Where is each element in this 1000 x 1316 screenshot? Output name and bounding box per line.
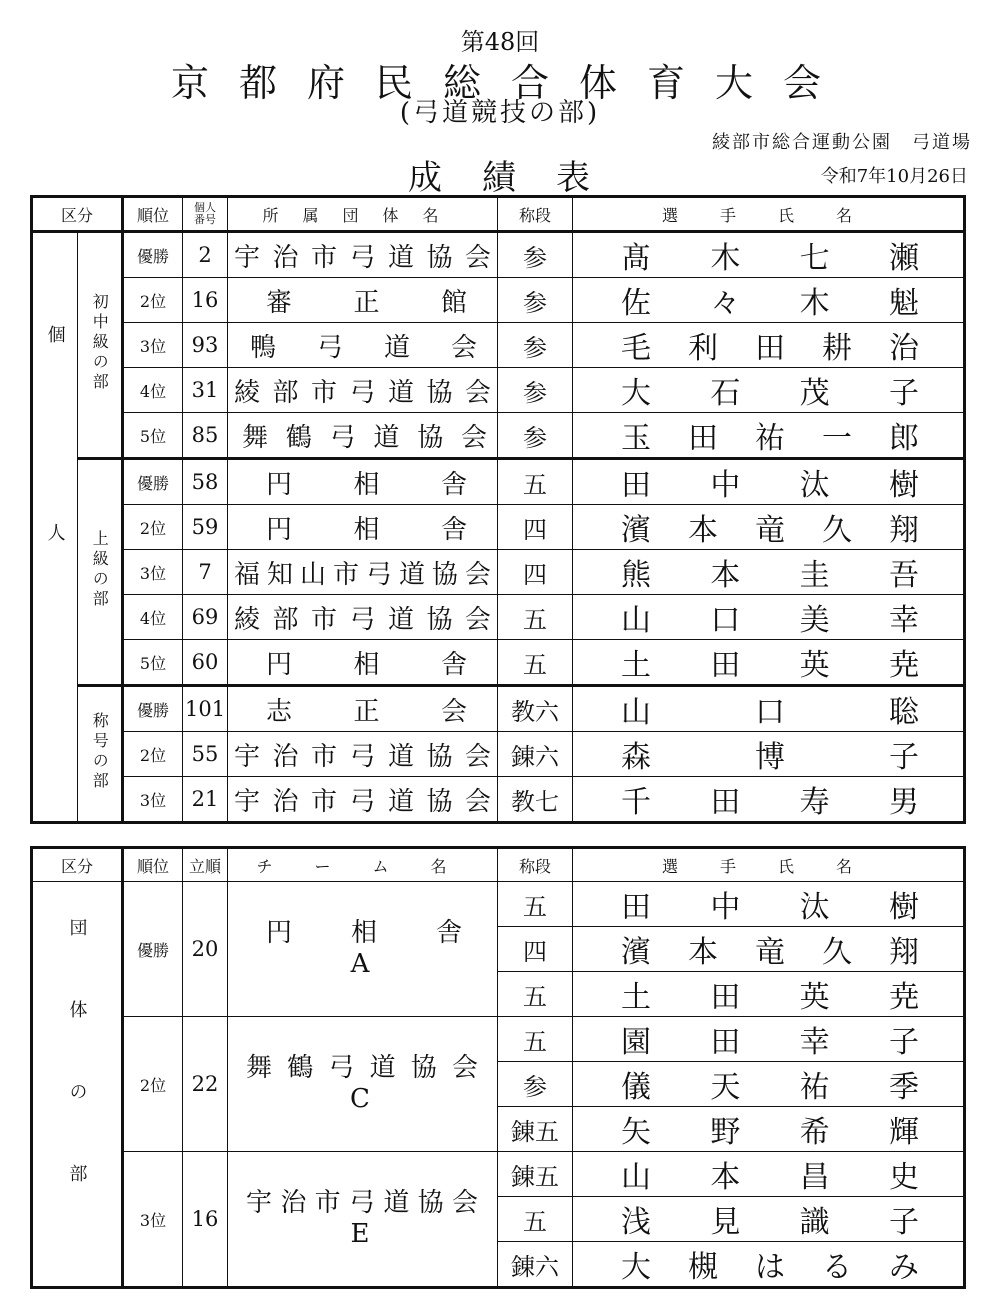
player-name: 濱 本 竜 久 翔 xyxy=(621,935,919,970)
number-cell: 16 xyxy=(183,278,228,323)
member-cell xyxy=(573,927,965,972)
group-name: 綾 部 市 弓 道 協 会 xyxy=(234,604,491,635)
group-cell xyxy=(228,413,498,459)
member-cell xyxy=(573,1062,965,1107)
group-cell xyxy=(228,323,498,368)
team-rank-cell: 優勝 xyxy=(123,882,183,1017)
group-cell xyxy=(228,232,498,278)
member-dan-cell: 五 xyxy=(498,882,573,927)
category-cell xyxy=(32,232,78,823)
member-dan-cell: 錬五 xyxy=(498,1152,573,1197)
member-dan-cell: 参 xyxy=(498,1062,573,1107)
table-row xyxy=(32,1017,965,1062)
table-row xyxy=(32,505,965,550)
team-letter: C xyxy=(350,1084,375,1114)
member-dan-cell: 五 xyxy=(498,972,573,1017)
player-name: 儀 天 祐 季 xyxy=(621,1070,919,1105)
player-name: 熊 本 圭 吾 xyxy=(621,558,919,593)
player-cell xyxy=(573,368,965,413)
individual-results-table xyxy=(30,195,966,824)
dan-cell: 五 xyxy=(498,459,573,505)
header-player: 選手氏名 xyxy=(573,197,965,232)
results-title: 成績表 xyxy=(408,158,630,198)
group-cell xyxy=(228,505,498,550)
page-title: 京都府民総合体育大会 xyxy=(170,61,851,105)
number-cell: 31 xyxy=(183,368,228,413)
member-cell xyxy=(573,882,965,927)
number-cell: 55 xyxy=(183,732,228,777)
edition: 第48回 xyxy=(460,28,540,56)
team-results-table xyxy=(30,846,966,1289)
rank-cell: 優勝 xyxy=(123,232,183,278)
table-row xyxy=(32,278,965,323)
dan-cell: 四 xyxy=(498,505,573,550)
group-cell xyxy=(228,777,498,823)
team-name-cell xyxy=(228,1152,498,1288)
player-cell xyxy=(573,323,965,368)
group-cell xyxy=(228,732,498,777)
table-row xyxy=(32,595,965,640)
group-cell xyxy=(228,368,498,413)
number-cell: 69 xyxy=(183,595,228,640)
section-cell xyxy=(78,232,123,459)
group-name: 宇 治 市 弓 道 協 会 xyxy=(234,741,491,772)
player-name: 田 中 汰 樹 xyxy=(621,468,919,503)
dan-cell: 教六 xyxy=(498,686,573,732)
section-label: 初中級の部 xyxy=(90,292,110,393)
player-name: 山 口 聡 xyxy=(621,695,920,730)
member-cell xyxy=(573,1107,965,1152)
group-name: 綾 部 市 弓 道 協 会 xyxy=(234,377,491,408)
group-name: 鴨 弓 道 会 xyxy=(250,332,477,363)
player-name: 土 田 英 尭 xyxy=(621,648,919,683)
table-row xyxy=(32,1152,965,1197)
group-cell xyxy=(228,550,498,595)
section-label: 称号の部 xyxy=(90,711,110,792)
rank-cell: 3位 xyxy=(123,777,183,823)
dan-cell: 参 xyxy=(498,368,573,413)
rank-cell: 3位 xyxy=(123,550,183,595)
player-cell xyxy=(573,278,965,323)
player-cell xyxy=(573,413,965,459)
team-header-rank: 順位 xyxy=(123,848,183,882)
group-cell xyxy=(228,640,498,686)
header-group: 所属団体名 xyxy=(228,197,498,232)
player-cell xyxy=(573,232,965,278)
rank-cell: 2位 xyxy=(123,732,183,777)
dan-cell: 五 xyxy=(498,640,573,686)
header-rank: 順位 xyxy=(123,197,183,232)
header-category: 区分 xyxy=(32,197,123,232)
team-rank-cell: 3位 xyxy=(123,1152,183,1288)
team-rank-cell: 2位 xyxy=(123,1017,183,1152)
dan-cell: 錬六 xyxy=(498,732,573,777)
group-cell xyxy=(228,278,498,323)
group-name: 円 相 舎 xyxy=(266,469,467,500)
player-cell xyxy=(573,777,965,823)
dan-cell: 参 xyxy=(498,278,573,323)
player-name: 浅 見 識 子 xyxy=(621,1205,919,1240)
header-dan: 称段 xyxy=(498,197,573,232)
rank-cell: 5位 xyxy=(123,413,183,459)
dan-cell: 参 xyxy=(498,413,573,459)
team-header-category: 区分 xyxy=(32,848,123,882)
rank-cell: 2位 xyxy=(123,278,183,323)
player-name: 園 田 幸 子 xyxy=(621,1025,919,1060)
subtitle: (弓道競技の部) xyxy=(399,98,601,128)
player-cell xyxy=(573,505,965,550)
player-name: 髙 木 七 瀬 xyxy=(621,241,919,276)
number-cell: 21 xyxy=(183,777,228,823)
table-row xyxy=(32,686,965,732)
table-row xyxy=(32,368,965,413)
team-name: 舞 鶴 弓 道 協 会 xyxy=(246,1052,483,1083)
group-name: 宇 治 市 弓 道 協 会 xyxy=(234,786,491,817)
player-cell xyxy=(573,459,965,505)
table-row xyxy=(32,882,965,927)
dan-cell: 四 xyxy=(498,550,573,595)
rank-cell: 5位 xyxy=(123,640,183,686)
member-dan-cell: 五 xyxy=(498,1017,573,1062)
section-cell xyxy=(78,686,123,823)
player-name: 土 田 英 尭 xyxy=(621,980,919,1015)
table-row xyxy=(32,550,965,595)
rank-cell: 優勝 xyxy=(123,686,183,732)
player-name: 毛 利 田 耕 治 xyxy=(621,331,920,366)
member-cell xyxy=(573,1017,965,1062)
member-cell xyxy=(573,972,965,1017)
player-name: 山 口 美 幸 xyxy=(621,603,919,638)
member-cell xyxy=(573,1197,965,1242)
player-name: 大 槻 は る み xyxy=(621,1250,919,1285)
team-order-cell: 16 xyxy=(183,1152,228,1288)
rank-cell: 4位 xyxy=(123,368,183,413)
team-header-order: 立順 xyxy=(183,848,228,882)
group-name: 宇 治 市 弓 道 協 会 xyxy=(234,242,491,273)
member-cell xyxy=(573,1152,965,1197)
number-cell: 59 xyxy=(183,505,228,550)
team-order-cell: 22 xyxy=(183,1017,228,1152)
team-order-cell: 20 xyxy=(183,882,228,1017)
number-cell: 60 xyxy=(183,640,228,686)
rank-cell: 3位 xyxy=(123,323,183,368)
player-name: 田 中 汰 樹 xyxy=(621,890,919,925)
dan-cell: 教七 xyxy=(498,777,573,823)
player-name: 玉 田 祐 一 郎 xyxy=(621,421,920,456)
table-row xyxy=(32,640,965,686)
group-name: 円 相 舎 xyxy=(266,514,467,545)
table-row xyxy=(32,459,965,505)
table-row xyxy=(32,232,965,278)
number-cell: 101 xyxy=(183,686,228,732)
date: 令和7年10月26日 xyxy=(820,166,968,187)
group-name: 円 相 舎 xyxy=(266,649,467,680)
player-cell xyxy=(573,550,965,595)
group-cell xyxy=(228,595,498,640)
rank-cell: 4位 xyxy=(123,595,183,640)
section-label: 上級の部 xyxy=(90,529,110,610)
number-cell: 93 xyxy=(183,323,228,368)
player-name: 千 田 寿 男 xyxy=(621,785,919,820)
header-number: 個人番号 xyxy=(183,197,228,232)
rank-cell: 優勝 xyxy=(123,459,183,505)
group-name: 志 正 会 xyxy=(266,696,467,727)
player-name: 森 博 子 xyxy=(621,740,920,775)
team-name-cell xyxy=(228,1017,498,1152)
dan-cell: 五 xyxy=(498,595,573,640)
group-cell xyxy=(228,459,498,505)
table-row xyxy=(32,323,965,368)
table-row xyxy=(32,413,965,459)
group-name: 審 正 館 xyxy=(266,287,467,318)
number-cell: 58 xyxy=(183,459,228,505)
table-row xyxy=(32,732,965,777)
team-letter: E xyxy=(350,1219,375,1249)
group-cell xyxy=(228,686,498,732)
group-name: 舞 鶴 弓 道 協 会 xyxy=(242,422,488,453)
team-name: 円 相 舎 xyxy=(266,917,467,948)
team-name: 宇 治 市 弓 道 協 会 xyxy=(246,1187,483,1218)
number-cell: 2 xyxy=(183,232,228,278)
member-cell xyxy=(573,1242,965,1288)
team-letter: A xyxy=(350,949,375,979)
team-name-cell xyxy=(228,882,498,1017)
player-cell xyxy=(573,595,965,640)
category-label: 個人 xyxy=(44,325,66,722)
venue: 綾部市総合運動公園 弓道場 xyxy=(712,132,972,153)
team-header-dan: 称段 xyxy=(498,848,573,882)
team-header-player: 選手氏名 xyxy=(573,848,965,882)
group-name: 福 知 山 市 弓 道 協 会 xyxy=(234,559,491,590)
dan-cell: 参 xyxy=(498,232,573,278)
player-name: 濱 本 竜 久 翔 xyxy=(621,513,920,548)
player-name: 山 本 昌 史 xyxy=(621,1160,919,1195)
table-row xyxy=(32,777,965,823)
number-cell: 85 xyxy=(183,413,228,459)
member-dan-cell: 錬五 xyxy=(498,1107,573,1152)
member-dan-cell: 四 xyxy=(498,927,573,972)
rank-cell: 2位 xyxy=(123,505,183,550)
player-cell xyxy=(573,686,965,732)
dan-cell: 参 xyxy=(498,323,573,368)
team-category-cell xyxy=(32,882,123,1288)
player-cell xyxy=(573,640,965,686)
player-name: 矢 野 希 輝 xyxy=(621,1115,919,1150)
player-cell xyxy=(573,732,965,777)
team-header-team: チーム名 xyxy=(228,848,498,882)
player-name: 大 石 茂 子 xyxy=(621,376,919,411)
member-dan-cell: 五 xyxy=(498,1197,573,1242)
section-cell xyxy=(78,459,123,686)
member-dan-cell: 錬六 xyxy=(498,1242,573,1288)
team-category-label: 団体の部 xyxy=(66,918,88,1246)
number-cell: 7 xyxy=(183,550,228,595)
player-name: 佐 々 木 魁 xyxy=(621,286,919,321)
